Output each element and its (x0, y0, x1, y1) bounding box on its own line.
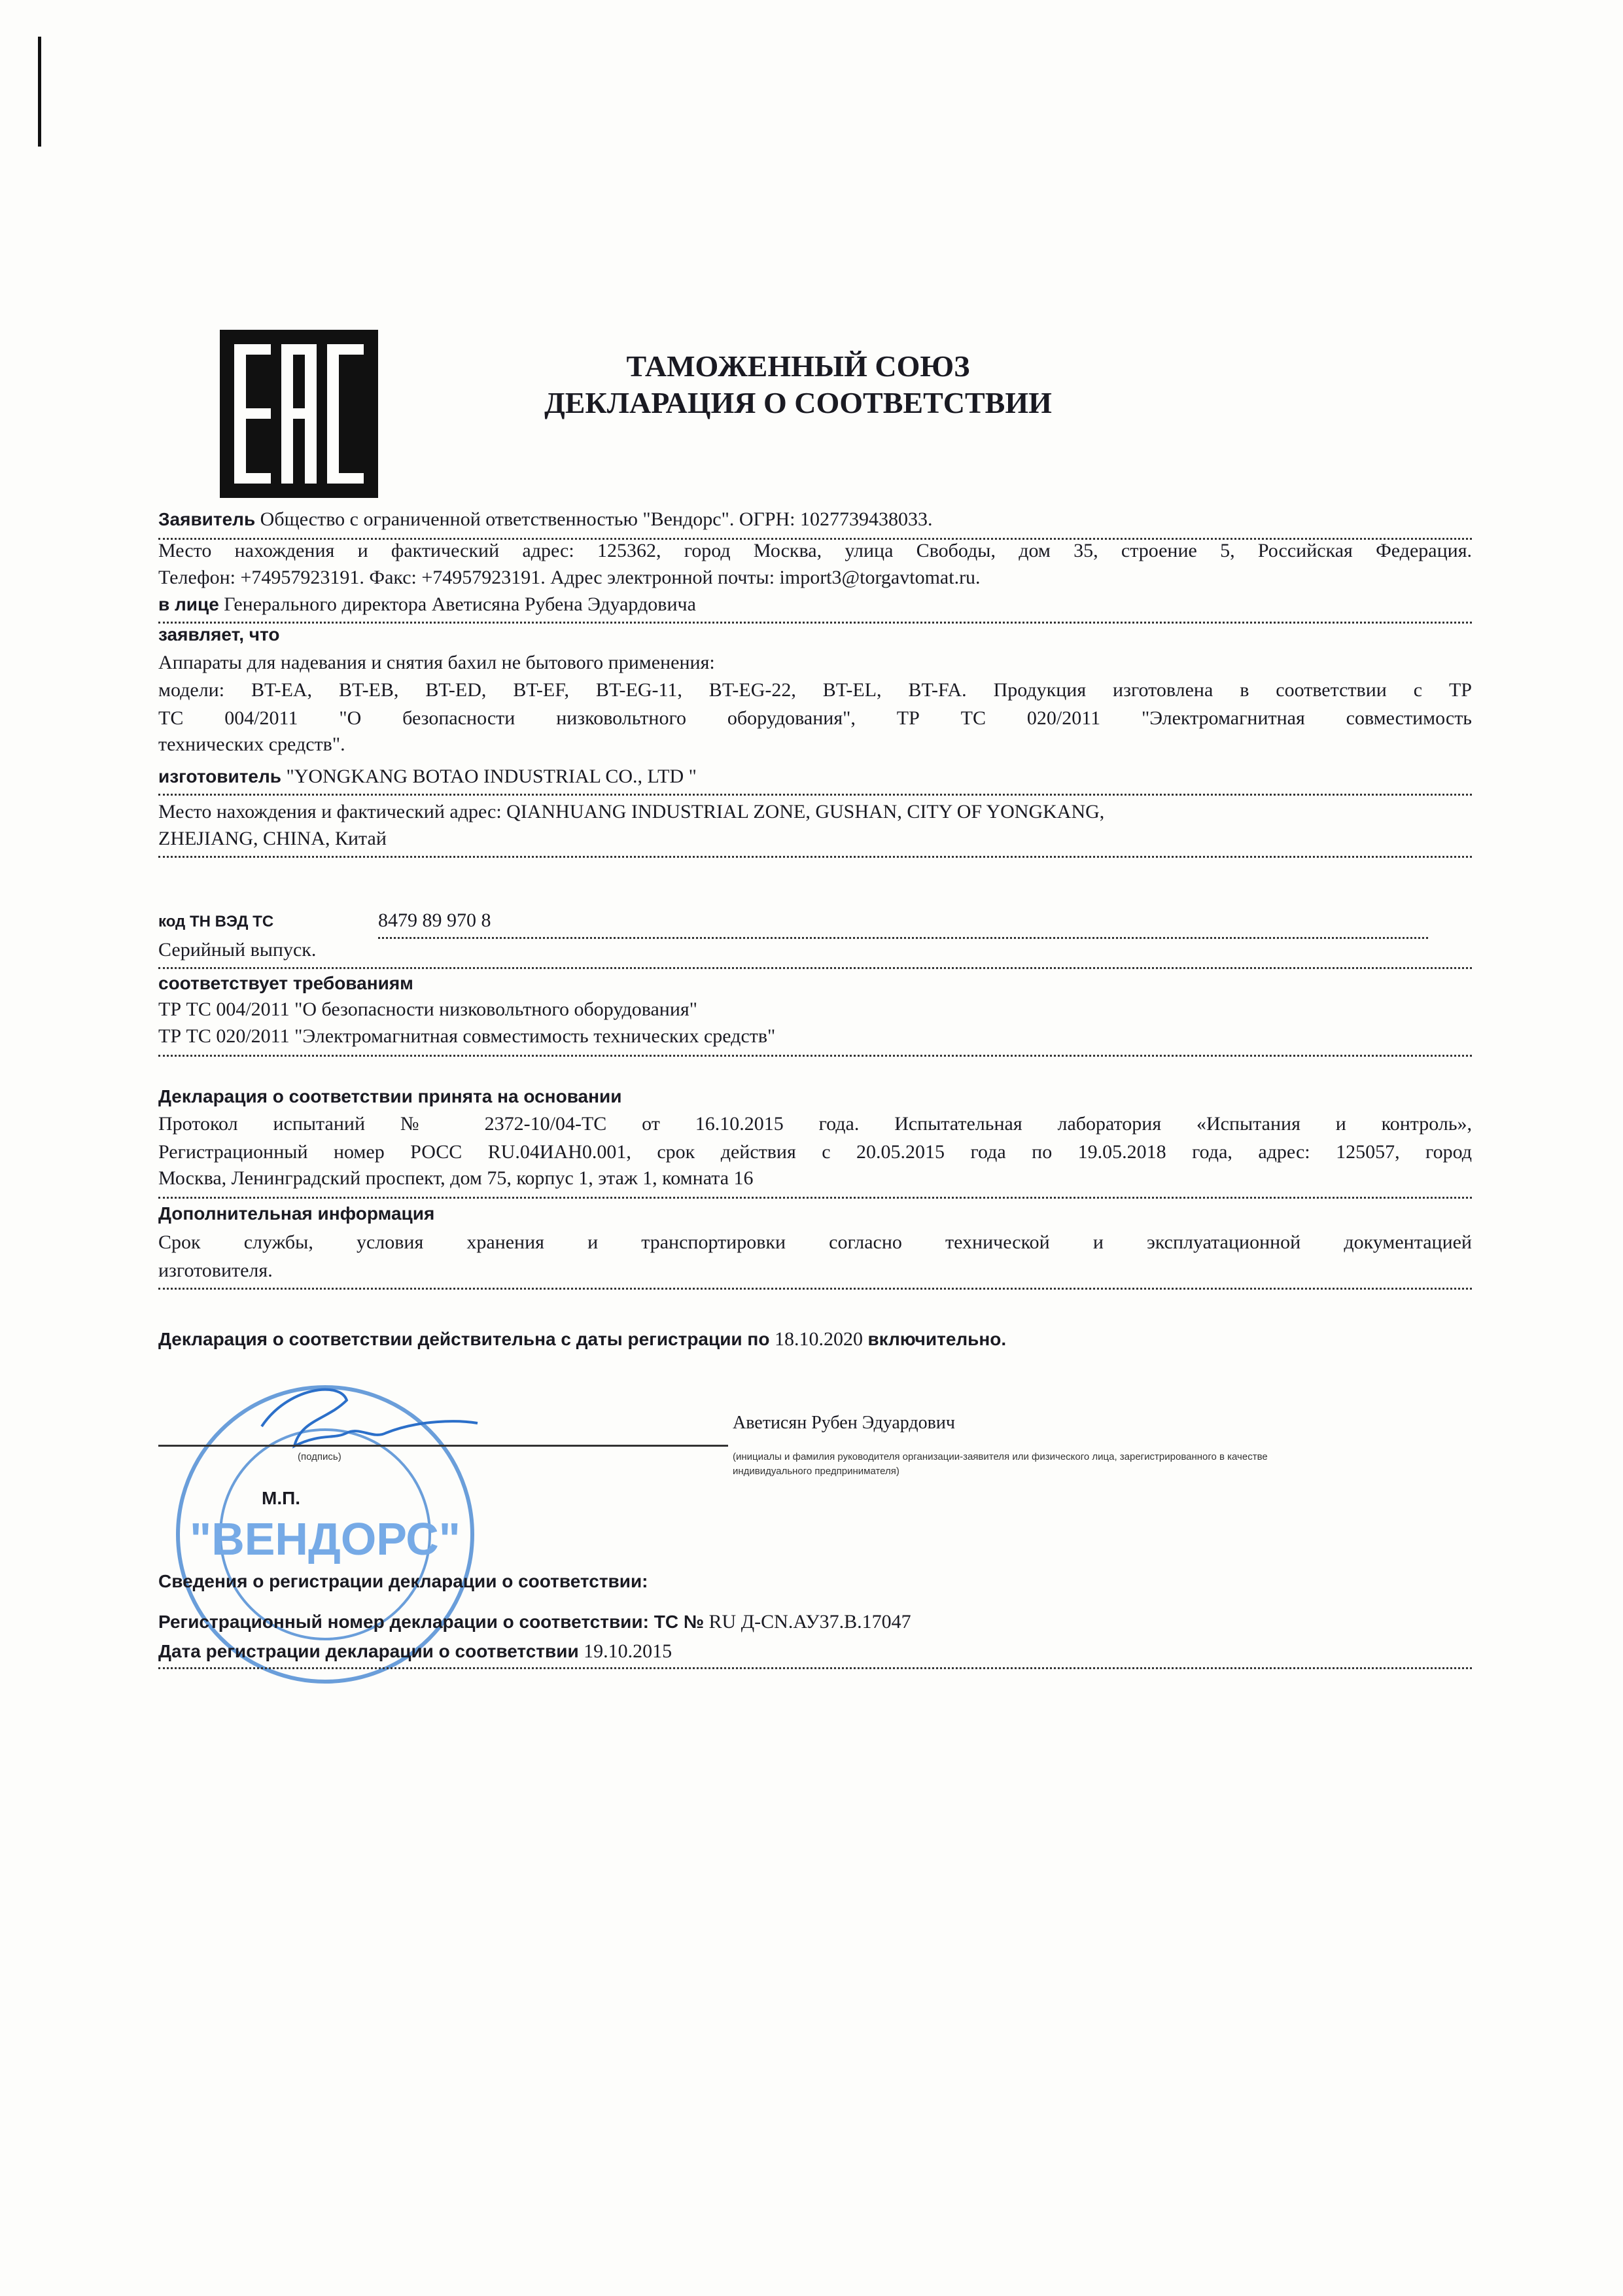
signature-mark (249, 1381, 484, 1459)
basis-line: Регистрационный номер РОСС RU.04ИАН0.001, срок действия с 20.05.2015 года по 19.05.2018 года, адрес: 125057, город (158, 1141, 1472, 1163)
regulation: ТР ТС 020/2011 "Электромагнитная совместимость технических средств" (158, 1025, 776, 1047)
product-line: Аппараты для надевания и снятия бахил не бытового применения: (158, 652, 715, 673)
manufacturer-label: изготовитель (158, 766, 281, 786)
registration-date-label: Дата регистрации декларации о соответствии (158, 1641, 579, 1661)
basis-label: Декларация о соответствии принята на основании (158, 1086, 622, 1106)
stamp-text: "ВЕНДОРС" (190, 1513, 461, 1564)
applicant-value: Общество с ограниченной ответственностью "Вендорс". ОГРН: 1027739438033. (260, 508, 933, 530)
applicant-person-row (158, 593, 696, 616)
registration-number-row (158, 1610, 911, 1634)
divider (158, 622, 1472, 624)
signer-name: Аветисян Рубен Эдуардович (733, 1413, 955, 1433)
tnved-value: 8479 89 970 8 (378, 910, 491, 931)
additional-label: Дополнительная информация (158, 1203, 435, 1224)
signer-caption: (инициалы и фамилия руководителя организации-заявителя или физического лица, зарегистрированного в качестве (733, 1451, 1268, 1462)
header-union: ТАМОЖЕННЫЙ СОЮЗ (626, 349, 970, 383)
divider (378, 937, 1428, 939)
applicant-row (158, 508, 933, 531)
person-label: в лице (158, 594, 219, 614)
regulation: ТР ТС 004/2011 "О безопасности низковольтного оборудования" (158, 998, 697, 1020)
applicant-contacts: Телефон: +74957923191. Факс: +74957923191. Адрес электронной почты: import3@torgavtomat.ru. (158, 567, 981, 588)
product-line: модели: BT-EA, BT-EB, BT-ED, BT-EF, BT-EG-11, BT-EG-22, BT-EL, BT-FA. Продукция изготовлена в соответствии с ТР (158, 679, 1472, 701)
registration-number: RU Д-CN.АУ37.В.17047 (708, 1611, 911, 1633)
seal-place-label: М.П. (262, 1488, 301, 1508)
applicant-label: Заявитель (158, 509, 256, 529)
basis-line: Протокол испытаний № 2372-10/04-ТС от 16.10.2015 года. Испытательная лаборатория «Испытания и контроль», (158, 1113, 1472, 1135)
validity-date: 18.10.2020 (774, 1328, 863, 1350)
additional-line: изготовителя. (158, 1260, 273, 1281)
registration-date: 19.10.2015 (584, 1640, 672, 1662)
manufacturer-address: Место нахождения и фактический адрес: QIANHUANG INDUSTRIAL ZONE, GUSHAN, CITY OF YONGKANG, (158, 801, 1105, 822)
divider (158, 794, 1472, 796)
person-value: Генерального директора Аветисяна Рубена Эдуардовича (224, 593, 696, 615)
divider (158, 1197, 1472, 1199)
signature-caption: (подпись) (298, 1451, 341, 1462)
divider (158, 967, 1472, 969)
manufacturer-address: ZHEJIANG, CHINA, Китай (158, 828, 387, 849)
divider (158, 1667, 1472, 1669)
conforms-label: соответствует требованиям (158, 973, 413, 993)
declares-label: заявляет, что (158, 624, 280, 645)
registration-number-label: Регистрационный номер декларации о соответствии: ТС № (158, 1612, 705, 1632)
applicant-address: Место нахождения и фактический адрес: 125362, город Москва, улица Свободы, дом 35, строение 5, Российская Федерация. (158, 540, 1472, 561)
signature-line (158, 1445, 728, 1447)
divider (158, 856, 1472, 858)
tnved-label: код ТН ВЭД ТС (158, 913, 274, 930)
validity-prefix: Декларация о соответствии действительна с даты регистрации по (158, 1329, 770, 1349)
signer-caption: индивидуального предпринимателя) (733, 1466, 899, 1477)
registration-date-row (158, 1640, 672, 1663)
registration-heading: Сведения о регистрации декларации о соответствии: (158, 1571, 648, 1591)
divider (158, 1055, 1472, 1057)
scan-edge-mark (38, 37, 41, 147)
manufacturer-row (158, 765, 697, 788)
validity-suffix: включительно. (867, 1329, 1007, 1349)
header-declaration: ДЕКЛАРАЦИЯ О СООТВЕТСТВИИ (544, 386, 1052, 419)
eac-logo (220, 330, 378, 498)
manufacturer-value: "YONGKANG BOTAO INDUSTRIAL CO., LTD " (286, 766, 697, 787)
serial-release: Серийный выпуск. (158, 939, 317, 961)
product-line: ТС 004/2011 "О безопасности низковольтного оборудования", ТР ТС 020/2011 "Электромагнитная совместимость (158, 707, 1472, 729)
divider (158, 1288, 1472, 1290)
basis-line: Москва, Ленинградский проспект, дом 75, корпус 1, этаж 1, комната 16 (158, 1167, 754, 1189)
additional-line: Срок службы, условия хранения и транспортировки согласно технической и эксплуатационной документацией (158, 1231, 1472, 1253)
validity-row (158, 1328, 1006, 1351)
product-line: технических средств". (158, 733, 345, 755)
